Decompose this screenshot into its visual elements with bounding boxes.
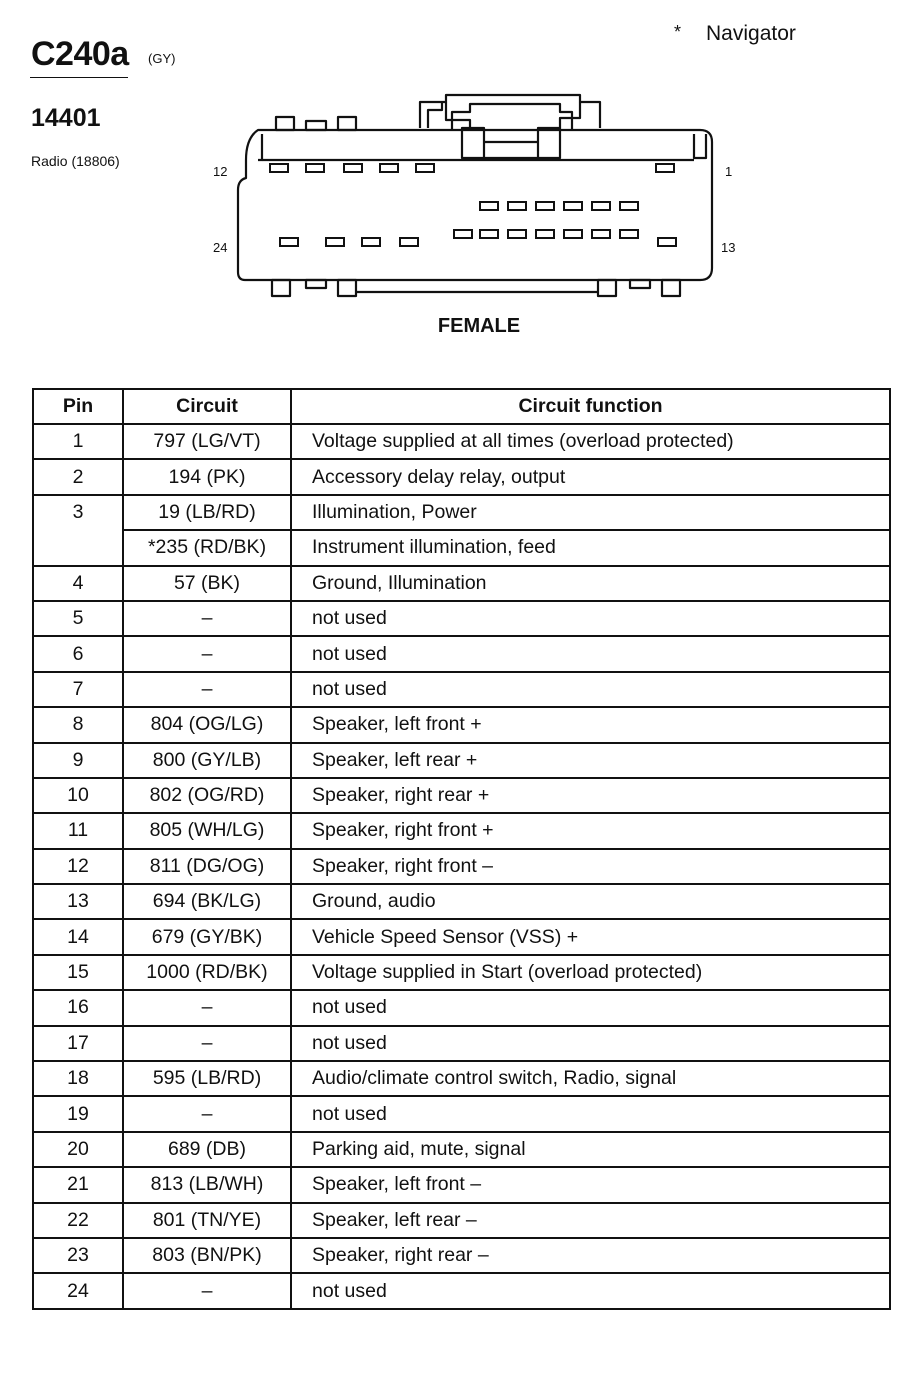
table-row: [33, 707, 890, 742]
circuit-cell: 800 (GY/LB): [123, 743, 291, 778]
table-row: [33, 1026, 890, 1061]
table-row: [33, 672, 890, 707]
pin-cell: 22: [33, 1203, 123, 1238]
table-row: [33, 919, 890, 954]
pin-cell: 23: [33, 1238, 123, 1273]
circuit-cell: 57 (BK): [123, 566, 291, 601]
function-cell: Speaker, right front +: [291, 813, 890, 848]
circuit-cell: 803 (BN/PK): [123, 1238, 291, 1273]
pin-cell: 5: [33, 601, 123, 636]
pin-label-1: 1: [725, 164, 733, 179]
circuit-cell: 804 (OG/LG): [123, 707, 291, 742]
pin-cell: 18: [33, 1061, 123, 1096]
pin-cell: 17: [33, 1026, 123, 1061]
pin-cell: 1: [33, 424, 123, 459]
function-cell: not used: [291, 1273, 890, 1308]
circuit-cell: 811 (DG/OG): [123, 849, 291, 884]
pin-cell: [33, 530, 123, 565]
table-row: [33, 1167, 890, 1202]
pin-cell: 7: [33, 672, 123, 707]
table-row: [33, 1203, 890, 1238]
circuit-cell: 1000 (RD/BK): [123, 955, 291, 990]
function-cell: Instrument illumination, feed: [291, 530, 890, 565]
column-header-function: Circuit function: [291, 389, 890, 424]
table-row: [33, 1061, 890, 1096]
function-cell: Ground, audio: [291, 884, 890, 919]
function-cell: Speaker, left rear +: [291, 743, 890, 778]
function-cell: not used: [291, 636, 890, 671]
pin-cell: 13: [33, 884, 123, 919]
table-row: [33, 1132, 890, 1167]
pin-cell: 19: [33, 1096, 123, 1131]
table-row: [33, 636, 890, 671]
function-cell: Speaker, left front +: [291, 707, 890, 742]
pin-cell: 3: [33, 495, 123, 530]
connector-gender-label: FEMALE: [437, 315, 521, 337]
function-cell: not used: [291, 601, 890, 636]
function-cell: Voltage supplied at all times (overload protected): [291, 424, 890, 459]
circuit-cell: 689 (DB): [123, 1132, 291, 1167]
part-number: 14401: [31, 104, 101, 132]
table-row: [33, 424, 890, 459]
circuit-cell: –: [123, 1096, 291, 1131]
function-cell: Speaker, right front –: [291, 849, 890, 884]
function-cell: not used: [291, 1026, 890, 1061]
table-row: [33, 566, 890, 601]
circuit-cell: –: [123, 601, 291, 636]
table-row: [33, 1096, 890, 1131]
table-row: [33, 601, 890, 636]
table-header-row: [33, 389, 890, 424]
connector-id-underline: [30, 77, 128, 78]
circuit-cell: 194 (PK): [123, 459, 291, 494]
pin-cell: 16: [33, 990, 123, 1025]
function-cell: Speaker, right rear +: [291, 778, 890, 813]
circuit-cell: –: [123, 1026, 291, 1061]
circuit-cell: –: [123, 636, 291, 671]
table-row: [33, 1238, 890, 1273]
table-row: [33, 459, 890, 494]
function-cell: Ground, Illumination: [291, 566, 890, 601]
note-asterisk: *: [674, 22, 682, 42]
table-row: [33, 990, 890, 1025]
circuit-cell: 813 (LB/WH): [123, 1167, 291, 1202]
pin-label-13: 13: [721, 240, 736, 255]
function-cell: Illumination, Power: [291, 495, 890, 530]
pin-cell: 14: [33, 919, 123, 954]
circuit-cell: 679 (GY/BK): [123, 919, 291, 954]
circuit-cell: 805 (WH/LG): [123, 813, 291, 848]
circuit-cell: 595 (LB/RD): [123, 1061, 291, 1096]
pin-cell: 15: [33, 955, 123, 990]
circuit-cell: –: [123, 990, 291, 1025]
circuit-cell: 694 (BK/LG): [123, 884, 291, 919]
connector-color: (GY): [148, 51, 176, 66]
pin-cell: 24: [33, 1273, 123, 1308]
table-row: [33, 495, 890, 530]
function-cell: Speaker, left rear –: [291, 1203, 890, 1238]
function-cell: not used: [291, 1096, 890, 1131]
pin-cell: 10: [33, 778, 123, 813]
function-cell: Parking aid, mute, signal: [291, 1132, 890, 1167]
pin-label-12: 12: [213, 164, 228, 179]
pin-cell: 21: [33, 1167, 123, 1202]
table-row: [33, 743, 890, 778]
function-cell: Audio/climate control switch, Radio, signal: [291, 1061, 890, 1096]
function-cell: Speaker, right rear –: [291, 1238, 890, 1273]
pin-cell: 4: [33, 566, 123, 601]
circuit-cell: –: [123, 672, 291, 707]
component-name: Radio (18806): [31, 153, 120, 169]
function-cell: Voltage supplied in Start (overload protected): [291, 955, 890, 990]
function-cell: not used: [291, 990, 890, 1025]
pin-cell: 11: [33, 813, 123, 848]
connector-id: C240a: [31, 35, 129, 73]
circuit-cell: –: [123, 1273, 291, 1308]
table-row: [33, 1273, 890, 1308]
circuit-cell: *235 (RD/BK): [123, 530, 291, 565]
connector-face-diagram: [200, 90, 733, 305]
pin-label-24: 24: [213, 240, 228, 255]
circuit-cell: 802 (OG/RD): [123, 778, 291, 813]
pin-cell: 2: [33, 459, 123, 494]
table-row: [33, 849, 890, 884]
column-header-pin: Pin: [33, 389, 123, 424]
pin-cell: 9: [33, 743, 123, 778]
function-cell: not used: [291, 672, 890, 707]
pin-cell: 6: [33, 636, 123, 671]
table-row: [33, 813, 890, 848]
pin-cell: 12: [33, 849, 123, 884]
function-cell: Accessory delay relay, output: [291, 459, 890, 494]
circuit-cell: 797 (LG/VT): [123, 424, 291, 459]
table-row: [33, 530, 890, 565]
table-row: [33, 955, 890, 990]
note-text: Navigator: [706, 22, 796, 45]
function-cell: Vehicle Speed Sensor (VSS) +: [291, 919, 890, 954]
pin-table: [32, 388, 891, 1310]
pin-cell: 8: [33, 707, 123, 742]
pin-cell: 20: [33, 1132, 123, 1167]
circuit-cell: 801 (TN/YE): [123, 1203, 291, 1238]
table-row: [33, 884, 890, 919]
circuit-cell: 19 (LB/RD): [123, 495, 291, 530]
table-row: [33, 778, 890, 813]
function-cell: Speaker, left front –: [291, 1167, 890, 1202]
column-header-circuit: Circuit: [123, 389, 291, 424]
